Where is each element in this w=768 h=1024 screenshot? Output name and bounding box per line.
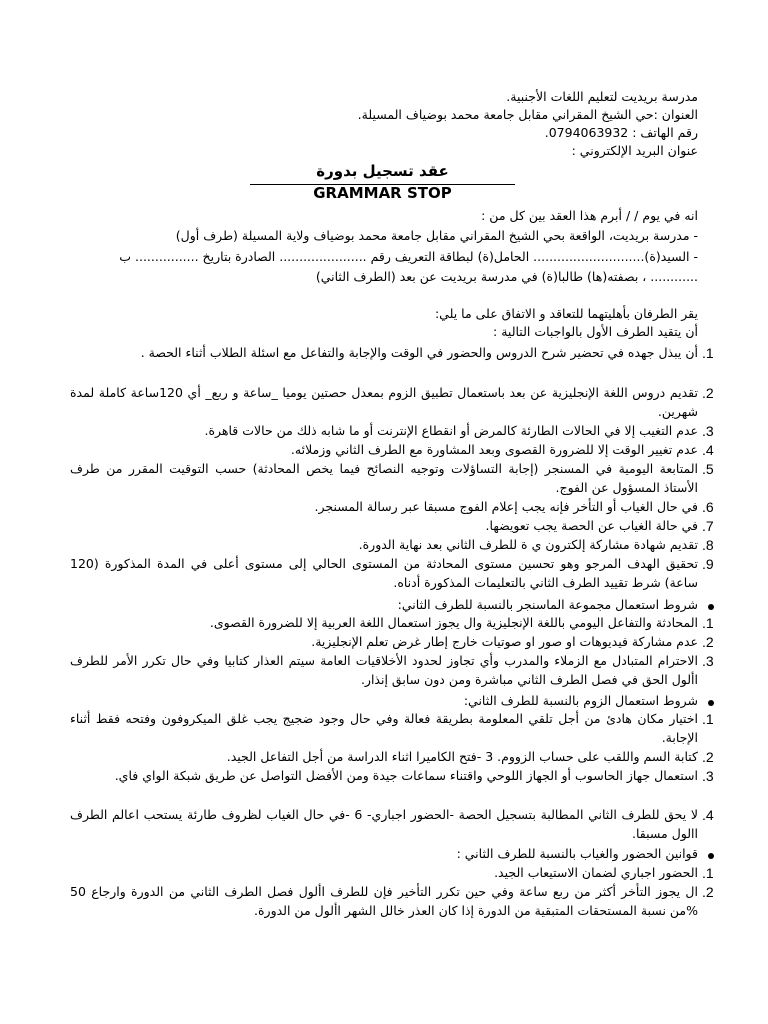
item-number: 1. xyxy=(702,865,714,881)
item-number: 6. xyxy=(702,499,714,515)
item-text: الاحترام المتبادل مع الزملاء والمدرب وأي تجاوز لحدود الأخلاقيات العامة سيتم العذار كتابيا وفي حال تكرر الأمر للطرف األول الحق في فصل الطرف الثاني مباشرة ومن دون سابق إنذار. xyxy=(70,653,698,687)
item-number: 4. xyxy=(702,442,714,458)
list-item xyxy=(70,441,714,460)
list-item xyxy=(70,384,714,421)
item-text: تقديم شهادة مشاركة إلكترون ي ة للطرف الثاني بعد نهاية الدورة. xyxy=(358,537,698,552)
list-item xyxy=(70,517,714,536)
school-email: عنوان البريد الإلكتروني : xyxy=(571,143,698,158)
list-item xyxy=(70,498,714,517)
item-text: في حالة الغياب عن الحصة يجب تعويضها. xyxy=(485,518,698,533)
item-text: تحقيق الهدف المرجو وهو تحسين مستوى المحادثة من المستوى الحالي إلى مستوى أعلى في المدة المذكورة (120 ساعة) شرط تقييد الطرف الثاني بالتعليمات المذكورة أدناه. xyxy=(70,556,698,590)
list-item xyxy=(70,344,714,363)
intro-line-4: ............ ، بصفته(ها) طالبا(ة) في مدرسة بريديت عن بعد (الطرف الثاني) xyxy=(315,269,698,284)
intro-line-1: انه في يوم / / أبرم هذا العقد بين كل من : xyxy=(481,208,698,223)
item-number: 1. xyxy=(702,345,714,361)
item-text: المحادثة والتفاعل اليومي باللغة الإنجليزية وال يجوز استعمال اللغة العربية إلا للضرورة القصوى. xyxy=(209,615,698,630)
list-item xyxy=(70,422,714,441)
item-number: 3. xyxy=(702,768,714,784)
list-item xyxy=(70,460,714,497)
list-item xyxy=(70,633,714,652)
item-number: 4. xyxy=(702,807,714,823)
item-text: في حال الغياب أو التأخر فإنه يجب إعلام الفوج مسبقا عبر رسالة المسنجر. xyxy=(314,499,698,514)
intro-line-2: - مدرسة بريديت، الواقعة بحي الشيخ المقراني مقابل جامعة محمد بوضياف ولاية المسيلة (طرف أول) xyxy=(175,228,698,243)
school-phone: رقم الهاتف : 0794063932. xyxy=(544,125,698,140)
list-item xyxy=(70,710,714,747)
list-item xyxy=(70,536,714,555)
bullet-icon xyxy=(708,853,714,859)
item-text: أن يبذل جهده في تحضير شرح الدروس والحضور في الوقت والإجابة والتفاعل مع اسئلة الطلاب أثناء الحصة . xyxy=(140,345,698,360)
item-text: عدم تغيير الوقت إلا للضرورة القصوى وبعد المشاورة مع الطرف الثاني وزملائه. xyxy=(290,442,698,457)
item-number: 2. xyxy=(702,385,714,401)
item-text: لا يحق للطرف الثاني المطالبة بتسجيل الحصة -الحضور اجباري- 6 -في حال الغياب لظروف طارئة يستحب اعالم الطرف االول مسبقا. xyxy=(70,807,699,841)
school-name: مدرسة بريديت لتعليم اللغات الأجنبية. xyxy=(506,89,698,104)
list-item xyxy=(70,767,714,786)
item-text: ال يجوز التأخر أكثر من ربع ساعة وفي حين تكرر التأخير فإن للطرف األول فصل الطرف الثاني من الدورة وارجاع 50 %من نسبة المستحقات المتبقية من الدورة إذا كان العذر خالل الشهر األول من الدورة. xyxy=(70,884,698,918)
item-text: المتابعة اليومية في المسنجر (إجابة التساؤلات وتوجيه النصائح فيما يخص المحادثة) حسب التوقيت المقرر من طرف الأستاذ المسؤول عن الفوج. xyxy=(70,461,698,495)
item-number: 2. xyxy=(702,884,714,900)
item-number: 5. xyxy=(702,461,714,477)
item-number: 7. xyxy=(702,518,714,534)
bullet-icon xyxy=(708,604,714,610)
list-item xyxy=(70,883,714,920)
item-text: عدم التغيب إلا في الحالات الطارئة كالمرض أو انقطاع الإنترنت أو ما شابه ذلك من حالات قاهرة. xyxy=(204,423,698,438)
item-number: 3. xyxy=(702,423,714,439)
attendance-heading: قوانين الحضور والغياب بالنسبة للطرف الثاني : xyxy=(456,846,698,861)
item-text: تقديم دروس اللغة الإنجليزية عن بعد باستعمال تطبيق الزوم بمعدل حصتين يوميا _ساعة و ربع_ أي 120ساعة كاملة لمدة شهرين. xyxy=(70,385,698,419)
messenger-heading: شروط استعمال مجموعة الماسنجر بالنسبة للطرف الثاني: xyxy=(397,597,698,612)
zoom-heading: شروط استعمال الزوم بالنسبة للطرف الثاني: xyxy=(463,693,698,708)
item-number: 2. xyxy=(702,749,714,765)
item-number: 8. xyxy=(702,537,714,553)
item-text: استعمال جهاز الحاسوب أو الجهاز اللوحي واقتناء سماعات جيدة ومن الأفضل التواصل عن طريق شبكة الواي فاي. xyxy=(114,768,698,783)
item-number: 1. xyxy=(702,615,714,631)
list-item xyxy=(70,652,714,689)
item-number: 1. xyxy=(702,711,714,727)
contract-title xyxy=(250,160,515,202)
title-latin: GRAMMAR STOP xyxy=(313,184,452,202)
title-arabic: عقد تسجيل بدورة xyxy=(316,162,449,180)
list-item xyxy=(70,806,714,843)
school-address: العنوان :حي الشيخ المقراني مقابل جامعة محمد بوضياف المسيلة. xyxy=(357,107,698,122)
list-item xyxy=(70,614,714,633)
item-number: 2. xyxy=(702,634,714,650)
item-number: 9. xyxy=(702,556,714,572)
agreement-line-2: أن يتقيد الطرف الأول بالواجبات التالية : xyxy=(493,324,698,339)
list-item xyxy=(70,555,714,592)
item-text: كتابة السم واللقب على حساب الزووم. 3 -فتح الكاميرا اثناء الدراسة من أجل التفاعل الجيد. xyxy=(226,749,698,764)
item-number: 3. xyxy=(702,653,714,669)
list-item xyxy=(70,748,714,767)
bullet-icon xyxy=(708,700,714,706)
intro-line-3: - السيد(ة)............................ الحامل(ة) لبطاقة التعريف رقم ...................... الصادرة بتاريخ ................ ب xyxy=(119,249,698,264)
item-text: اختيار مكان هادئ من أجل تلقي المعلومة بطريقة فعالة وفي حال وجود ضجيج يجب غلق الميكروفون وفتحه فقط أثناء الإجابة. xyxy=(70,711,698,745)
item-text: عدم مشاركة فيديوهات او صور او صوتيات خارج إطار غرض تعلم الإنجليزية. xyxy=(311,634,698,649)
agreement-line-1: يقر الطرفان بأهليتهما للتعاقد و الاتفاق على ما يلي: xyxy=(434,306,698,321)
list-item xyxy=(70,864,714,883)
item-text: الحضور اجباري لضمان الاستيعاب الجيد. xyxy=(494,865,698,880)
